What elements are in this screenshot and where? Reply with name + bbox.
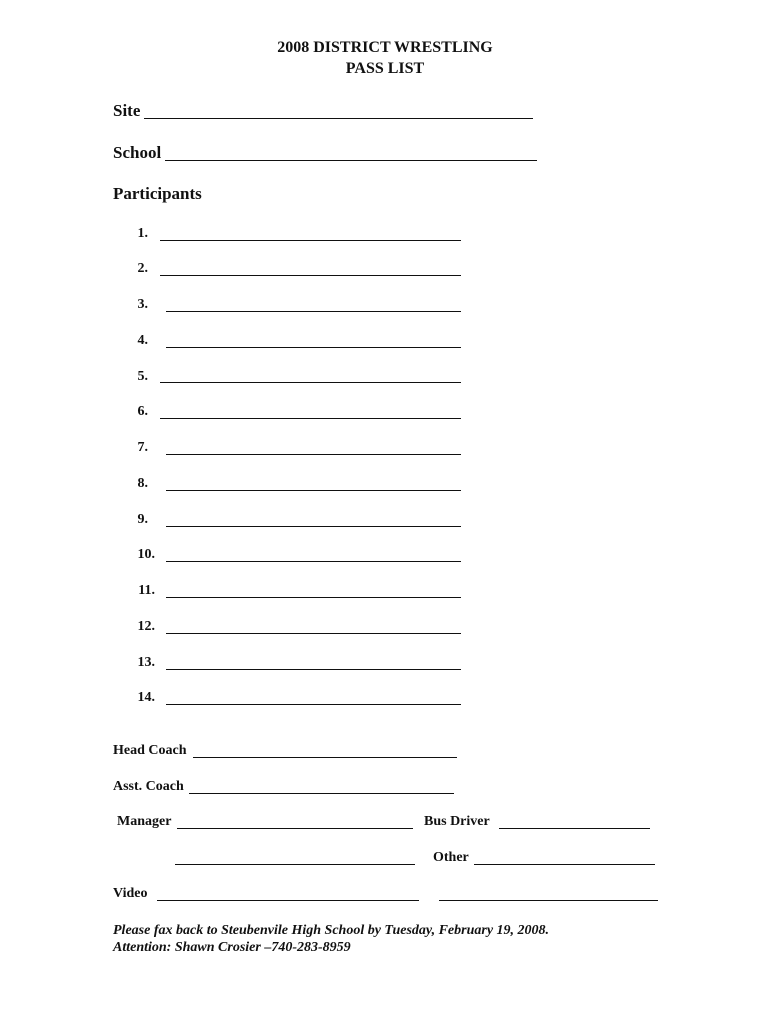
school-label: School — [113, 143, 162, 162]
participant-14-field[interactable] — [166, 704, 461, 705]
participant-number: 12. — [137, 619, 155, 634]
manager-field[interactable] — [177, 828, 413, 829]
participant-number: 4. — [137, 333, 148, 348]
participant-number: 14. — [137, 690, 155, 705]
participant-12-field[interactable] — [166, 633, 461, 634]
form-title: 2008 DISTRICT WRESTLING — [277, 39, 493, 56]
participant-3-field[interactable] — [166, 311, 461, 312]
participant-number: 2. — [137, 261, 148, 276]
participant-13-field[interactable] — [166, 669, 461, 670]
school-field[interactable] — [165, 160, 537, 161]
extra-staff-field[interactable] — [175, 864, 415, 865]
site-label: Site — [113, 101, 141, 120]
other-field[interactable] — [474, 864, 655, 865]
participant-9-field[interactable] — [166, 526, 461, 527]
head-coach-label: Head Coach — [113, 743, 187, 758]
participant-number: 6. — [137, 404, 148, 419]
fax-instructions: Please fax back to Steubenvile High School by Tuesday, February 19, 2008. — [113, 923, 550, 938]
bus-driver-field[interactable] — [499, 828, 650, 829]
participant-number: 7. — [137, 440, 148, 455]
participant-8-field[interactable] — [166, 490, 461, 491]
participant-number: 1. — [137, 226, 148, 241]
bus-driver-label: Bus Driver — [424, 814, 490, 829]
participant-number: 11. — [138, 583, 155, 598]
participant-4-field[interactable] — [166, 347, 461, 348]
participant-7-field[interactable] — [166, 454, 461, 455]
participant-number: 3. — [137, 297, 148, 312]
manager-label: Manager — [117, 814, 172, 829]
participant-number: 5. — [137, 369, 148, 384]
attention-contact: Attention: Shawn Crosier –740-283-8959 — [113, 940, 351, 955]
participant-5-field[interactable] — [160, 382, 461, 383]
head-coach-field[interactable] — [193, 757, 457, 758]
participant-1-field[interactable] — [160, 240, 461, 241]
participant-number: 10. — [137, 547, 155, 562]
participant-number: 9. — [137, 512, 148, 527]
video-label: Video — [113, 886, 148, 901]
participants-heading: Participants — [113, 184, 202, 203]
other-label: Other — [433, 850, 469, 865]
participant-number: 8. — [137, 476, 148, 491]
video-field[interactable] — [157, 900, 419, 901]
participant-11-field[interactable] — [166, 597, 461, 598]
video-extra-field[interactable] — [439, 900, 658, 901]
participant-10-field[interactable] — [166, 561, 461, 562]
site-field[interactable] — [144, 118, 533, 119]
form-subtitle: PASS LIST — [345, 60, 425, 77]
asst-coach-field[interactable] — [189, 793, 454, 794]
asst-coach-label: Asst. Coach — [113, 779, 184, 794]
participant-2-field[interactable] — [160, 275, 461, 276]
participant-number: 13. — [137, 655, 155, 670]
participant-6-field[interactable] — [160, 418, 461, 419]
